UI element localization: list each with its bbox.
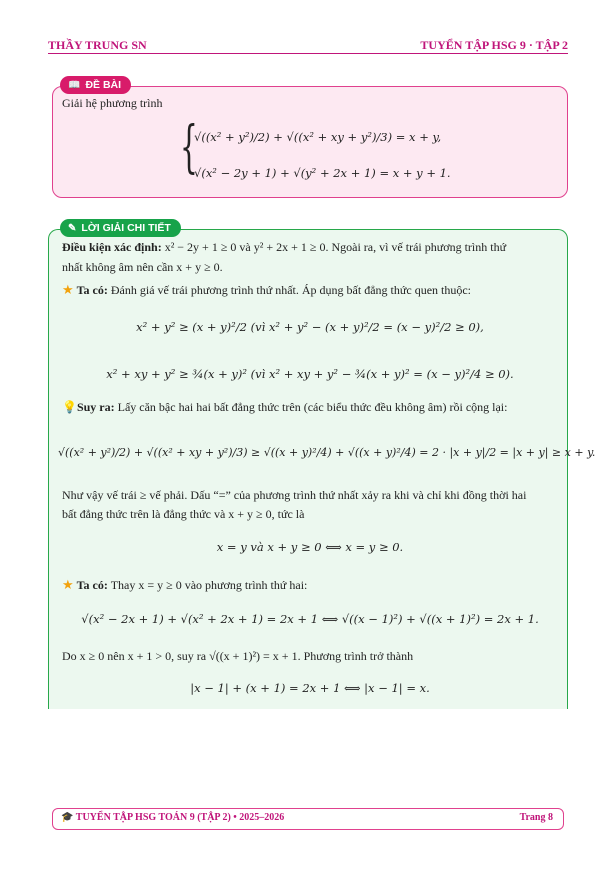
series-title: TUYỂN TẬP HSG 9 · TẬP 2	[420, 38, 568, 52]
inequality-2: x² + xy + y² ≥ ¾(x + y)² (vì x² + xy + y² − ¾(x + y)² = (x − y)²/4 ≥ 0).	[106, 367, 514, 381]
system-brace: {	[180, 115, 198, 180]
equation-3: √(x² − 2x + 1) + √(x² + 2x + 1) = 2x + 1 ⟺ √((x − 1)²) + √((x + 1)²) = 2x + 1.	[81, 612, 539, 626]
lightbulb-icon: 💡	[62, 400, 77, 414]
equation-system	[180, 115, 451, 188]
footer-title-text: TUYỂN TẬP HSG TOÁN 9 (TẬP 2) • 2025–2026	[75, 812, 285, 823]
solution-tag-label: LỜI GIẢI CHI TIẾT	[81, 222, 171, 234]
solution-tag	[60, 219, 181, 237]
paragraph-1: Như vậy vế trái ≥ vế phải. Dấu “=” của phương trình thứ nhất xảy ra khi và chỉ khi đồng thời hai	[62, 488, 527, 502]
page-footer	[52, 808, 564, 830]
star-icon-2: ★	[62, 577, 74, 592]
step1-text: Đánh giá vế trái phương trình thứ nhất. Áp dụng bất đẳng thức quen thuộc:	[110, 283, 472, 297]
step3-label: Ta có:	[76, 578, 108, 592]
step3-line	[62, 577, 307, 593]
pencil-icon: ✎	[68, 223, 77, 234]
inequality-3: √((x² + y²)/2) + √((x² + xy + y²)/3) ≥ √((x + y)²/4) + √((x + y)²/4) = 2 · |x + y|/2 = |x + y| ≥ x + y.	[58, 446, 596, 459]
step3-text: Thay x = y ≥ 0 vào phương trình thứ hai:	[110, 578, 308, 592]
condition-line-2: nhất không âm nên cần x + y ≥ 0.	[62, 260, 223, 274]
star-icon: ★	[62, 282, 74, 297]
book-icon: 📖	[68, 80, 81, 91]
equality-condition: x = y và x + y ≥ 0 ⟺ x = y ≥ 0.	[216, 540, 404, 554]
page-number: Trang 8	[519, 812, 553, 823]
author-name: THẦY TRUNG SN	[48, 38, 147, 52]
equation-4: |x − 1| + (x + 1) = 2x + 1 ⟺ |x − 1| = x.	[190, 681, 430, 695]
solution-box	[48, 229, 596, 709]
condition-label: Điều kiện xác định:	[62, 240, 162, 254]
paragraph-2: bất đẳng thức trên là đẳng thức và x + y ≥ 0, tức là	[62, 507, 305, 521]
step2-label: Suy ra:	[76, 400, 115, 414]
step2-line	[62, 399, 507, 415]
page-header	[48, 36, 568, 54]
condition-text: x² − 2y + 1 ≥ 0 và y² + 2x + 1 ≥ 0. Ngoài ra, vì vế trái phương trình thứ	[164, 240, 507, 254]
problem-intro: Giải hệ phương trình	[62, 96, 163, 110]
problem-tag-label: ĐỀ BÀI	[85, 79, 122, 91]
problem-tag	[60, 76, 131, 94]
step1-line	[62, 282, 471, 298]
condition-line	[62, 239, 506, 255]
system-eq2: √(x² − 2y + 1) + √(y² + 2x + 1) = x + y + 1.	[194, 166, 451, 180]
paragraph-3: Do x ≥ 0 nên x + 1 > 0, suy ra √((x + 1)²) = x + 1. Phương trình trở thành	[62, 649, 414, 663]
system-eq1: √((x² + y²)/2) + √((x² + xy + y²)/3) = x + y,	[194, 130, 442, 144]
inequality-1: x² + y² ≥ (x + y)²/2 (vì x² + y² − (x + y)²/2 = (x − y)²/2 ≥ 0),	[136, 320, 484, 334]
step1-label: Ta có:	[76, 283, 108, 297]
footer-title: 🎓 TUYỂN TẬP HSG TOÁN 9 (TẬP 2) • 2025–2026	[61, 812, 285, 823]
step2-text: Lấy căn bậc hai hai bất đẳng thức trên (các biểu thức đều không âm) rồi cộng lại:	[117, 400, 508, 414]
